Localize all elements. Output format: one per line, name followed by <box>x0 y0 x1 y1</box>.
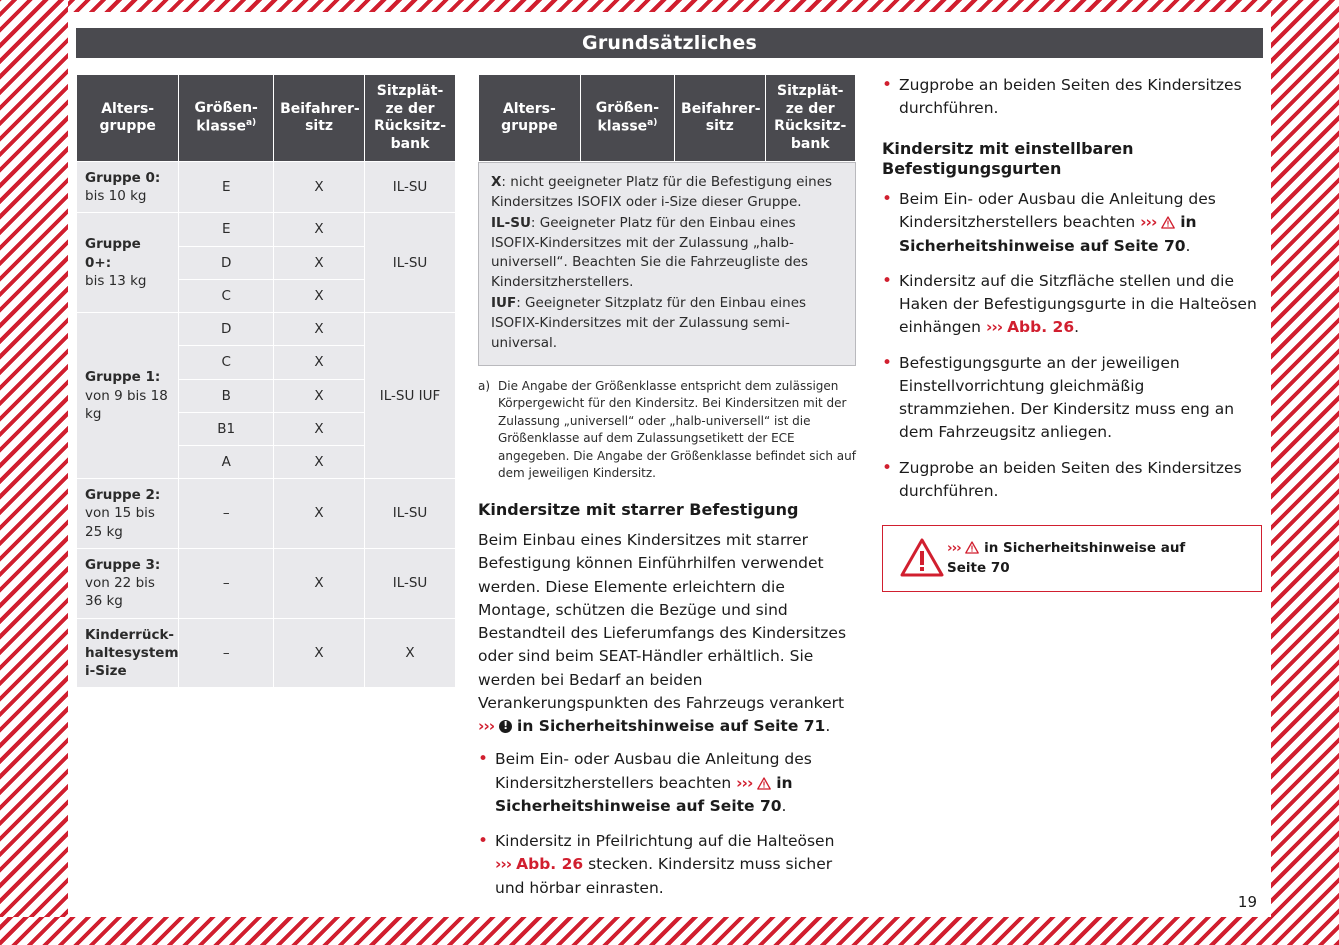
cell-age-group: Gruppe 0: bis 10 kg <box>77 162 179 213</box>
table-row <box>77 479 456 549</box>
table-row <box>77 213 456 246</box>
section-title-adjustable-straps: Kindersitz mit einstellbaren Befestigungsgurten <box>882 138 1134 179</box>
table-header-row <box>479 75 856 162</box>
cell-size-class: E <box>179 162 274 213</box>
th-age-group: Alters-gruppe <box>77 75 179 162</box>
cell-rear-seat: IL-SU IUF <box>365 313 456 479</box>
th-rear-bench-seats: Sitzplät-ze der Rücksitz-bank <box>365 75 456 162</box>
cell-size-class: – <box>179 618 274 688</box>
list-item: • Beim Ein- oder Ausbau die Anleitung des Kindersitzherstellers beachten ››› in Sicherheitshinweise auf Seite 70. <box>478 748 856 818</box>
cell-front-seat: X <box>274 618 365 688</box>
list-item: • Zugprobe an beiden Seiten des Kindersitzes durchführen. <box>882 74 1262 121</box>
cell-size-class: D <box>179 246 274 279</box>
warning-triangle-icon <box>897 538 947 578</box>
th-size-class: Größen-klasse$^{a)}$ <box>179 75 274 162</box>
safety-callout-box <box>882 525 1262 592</box>
cell-size-class: A <box>179 445 274 478</box>
cell-front-seat: X <box>274 379 365 412</box>
cell-size-class: – <box>179 479 274 549</box>
warning-triangle-icon-inline <box>965 541 979 554</box>
table-row <box>77 548 456 618</box>
warning-triangle-icon <box>757 777 771 790</box>
cell-front-seat: X <box>274 246 365 279</box>
cell-age-group: Gruppe 2: von 15 bis 25 kg <box>77 479 179 549</box>
th-rear-bench-seats: Sitzplät-ze der Rücksitz-bank <box>765 75 856 162</box>
cell-rear-seat: IL-SU <box>365 548 456 618</box>
table-row <box>77 618 456 688</box>
th-age-group: Alters-gruppe <box>479 75 581 162</box>
page-number: 19 <box>1237 893 1257 911</box>
list-item: • Beim Ein- oder Ausbau die Anleitung des Kindersitzherstellers beachten ››› in Sicherheitshinweise auf Seite 70. <box>882 188 1262 258</box>
cell-front-seat: X <box>274 412 365 445</box>
table-row <box>77 162 456 213</box>
legend-entry-iuf: IUF: Geeigneter Sitzplatz für den Einbau eines ISOFIX-Kindersitzes mit der Zulassung semi-universal. <box>491 295 807 351</box>
footnote-mark: a) <box>647 117 658 128</box>
cell-front-seat: X <box>274 548 365 618</box>
cell-size-class: D <box>179 313 274 346</box>
warning-triangle-icon <box>1161 216 1175 229</box>
page-title: Grundsätzliches <box>582 32 757 54</box>
cell-age-group: Gruppe 0+: bis 13 kg <box>77 213 179 313</box>
column-left <box>76 74 456 688</box>
cell-age-group: Gruppe 3: von 22 bis 36 kg <box>77 548 179 618</box>
list-item: • Befestigungsgurte an der jeweiligen Einstellvorrichtung gleichmäßig strammziehen. Der Kindersitz muss eng an dem Fahrzeugsitz anliegen. <box>882 352 1262 445</box>
cell-rear-seat: IL-SU <box>365 162 456 213</box>
arrows-icon: ››› <box>495 855 512 874</box>
list-item: • Kindersitz auf die Sitzfläche stellen und die Haken der Befestigungsgurte in die Halteösen einhängen ››› Abb. 26. <box>882 270 1262 340</box>
cell-size-class: B <box>179 379 274 412</box>
bullet-list-rigid-continued <box>882 74 1262 121</box>
decorative-hatch-left <box>0 0 68 945</box>
column-middle <box>478 74 856 912</box>
list-item: • Kindersitz in Pfeilrichtung auf die Halteösen ››› Abb. 26 stecken. Kindersitz muss sicher und hörbar einrasten. <box>478 830 856 900</box>
page-header <box>76 28 1263 58</box>
note-icon <box>499 720 512 733</box>
cell-front-seat: X <box>274 479 365 549</box>
arrows-icon: ››› <box>478 717 495 736</box>
page-content <box>68 12 1271 917</box>
legend-entry-x: X: nicht geeigneter Platz für die Befestigung eines Kindersitzes ISOFIX oder i-Size dieser Gruppe. <box>491 174 833 210</box>
cell-rear-seat: IL-SU <box>365 213 456 313</box>
table-legend <box>478 162 856 366</box>
arrows-icon: ››› <box>947 540 961 557</box>
paragraph-rigid-mount: Beim Einbau eines Kindersitzes mit starrer Befestigung können Einführhilfen verwendet werden. Diese Elemente erleichtern die Montage, schützen die Bezüge und sind Bestandteil des Lieferumfangs des Kindersitzes oder sind beim SEAT-Händler erhältlich. Sie werden bei Bedarf an beiden Verankerungspunkten des Fahrzeugs verankert ››› ! in Sicherheitshinweise auf Seite 71. <box>478 529 856 738</box>
table-footnote <box>478 378 856 482</box>
cell-size-class: B1 <box>179 412 274 445</box>
isofix-compatibility-table-header-repeat <box>478 74 856 162</box>
th-front-passenger-seat: Beifahrer-sitz <box>274 75 365 162</box>
cell-front-seat: X <box>274 445 365 478</box>
bullet-list-adjustable <box>882 188 1262 503</box>
legend-entry-ilsu: IL-SU: Geeigneter Platz für den Einbau eines ISOFIX-Kindersitzes mit der Zulassung „halb-universell“. Beachten Sie die Fahrzeugliste des Kindersitzherstellers. <box>491 215 808 290</box>
arrows-icon: ››› <box>736 773 753 792</box>
cell-rear-seat: IL-SU <box>365 479 456 549</box>
arrows-icon: ››› <box>1140 213 1157 232</box>
decorative-hatch-right <box>1271 0 1339 945</box>
cell-front-seat: X <box>274 162 365 213</box>
cell-front-seat: X <box>274 213 365 246</box>
footnote-mark: a) <box>478 379 491 394</box>
cell-age-group: Gruppe 1: von 9 bis 18 kg <box>77 313 179 479</box>
th-size-class: Größen-klasse$^{a)}$ <box>580 75 674 162</box>
cell-size-class: E <box>179 213 274 246</box>
cell-size-class: C <box>179 279 274 312</box>
cell-rear-seat: X <box>365 618 456 688</box>
cell-front-seat: X <box>274 313 365 346</box>
isofix-compatibility-table <box>76 74 456 688</box>
footnote-text: Die Angabe der Größenklasse entspricht dem zulässigen Körpergewicht für den Kindersitz. Bei Kindersitzen mit der Zulassung „universell“ oder „halb-universell“ ist die Größenklasse auf dem Zulassungsetikett der ECE angegeben. Die Angabe der Größenklasse befindet sich auf dem jeweiligen Kindersitz. <box>498 379 856 481</box>
list-item: • Zugprobe an beiden Seiten des Kindersitzes durchführen. <box>882 457 1262 504</box>
bullet-list-rigid-mount <box>478 748 856 900</box>
table-row <box>77 313 456 346</box>
section-title-rigid-mount: Kindersitze mit starrer Befestigung <box>478 500 799 520</box>
footnote-mark: a) <box>245 117 257 128</box>
cell-front-seat: X <box>274 279 365 312</box>
table-header-row <box>77 75 456 162</box>
callout-text: ››› in Sicherheitshinweise auf Seite 70 <box>947 540 1186 577</box>
cell-front-seat: X <box>274 346 365 379</box>
cell-age-group: Kinderrück-haltesystem i-Size <box>77 618 179 688</box>
cell-size-class: C <box>179 346 274 379</box>
decorative-hatch-top <box>0 0 1339 12</box>
decorative-hatch-bottom <box>0 917 1339 945</box>
th-front-passenger-seat: Beifahrer-sitz <box>675 75 765 162</box>
arrows-icon: ››› <box>985 318 1003 337</box>
cell-size-class: – <box>179 548 274 618</box>
column-right <box>882 74 1262 592</box>
